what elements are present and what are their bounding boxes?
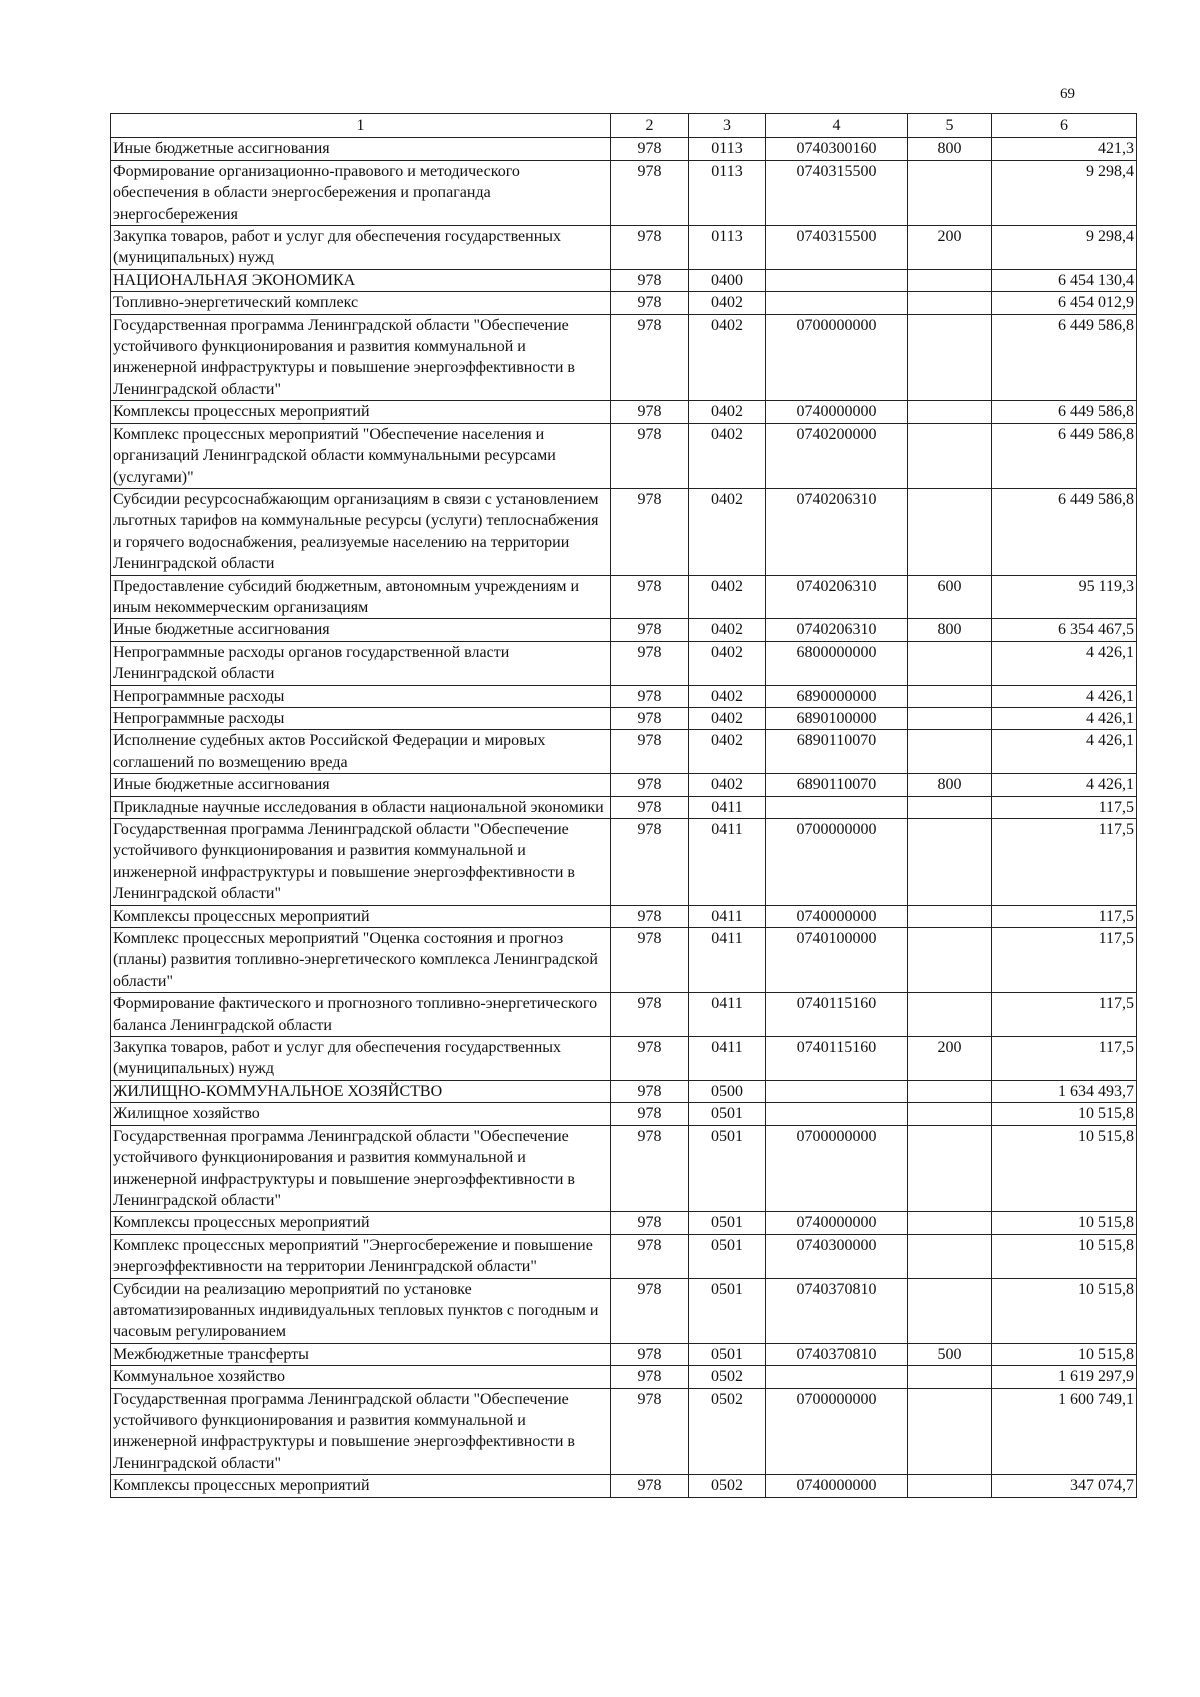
description-cell: Государственная программа Ленинградской области "Обеспечение устойчивого функционирования и развития коммунальной и инженерной инфраструктуры и повышение энергоэффективности в Ленинградской области" — [111, 1388, 611, 1475]
description-cell: Субсидии ресурсоснабжающим организациям в связи с установлением льготных тарифов на коммунальные ресурсы (услуги) теплоснабжения и горячего водоснабжения, реализуемые населению на территории Ленинградской области — [111, 488, 611, 575]
amount-cell: 6 449 586,8 — [992, 423, 1137, 488]
table-row — [111, 1212, 1137, 1234]
section-code-cell: 0501 — [689, 1234, 766, 1278]
amount-cell: 10 515,8 — [992, 1125, 1137, 1212]
table-row — [111, 905, 1137, 927]
target-article-cell — [766, 1366, 908, 1388]
section-code-cell: 0400 — [689, 269, 766, 291]
amount-cell: 4 426,1 — [992, 774, 1137, 796]
amount-cell: 117,5 — [992, 928, 1137, 993]
expense-type-cell — [908, 488, 992, 575]
expense-type-cell — [908, 1125, 992, 1212]
expense-type-cell — [908, 641, 992, 685]
expense-type-cell: 200 — [908, 1037, 992, 1081]
table-row — [111, 1366, 1137, 1388]
ministry-code-cell: 978 — [611, 1278, 689, 1343]
description-cell: Межбюджетные трансферты — [111, 1343, 611, 1365]
description-cell: Топливно-энергетический комплекс — [111, 292, 611, 314]
amount-cell: 1 634 493,7 — [992, 1080, 1137, 1102]
amount-cell: 4 426,1 — [992, 730, 1137, 774]
ministry-code-cell: 978 — [611, 1103, 689, 1125]
target-article-cell: 0740000000 — [766, 1212, 908, 1234]
amount-cell: 421,3 — [992, 138, 1137, 160]
table-row — [111, 928, 1137, 993]
target-article-cell: 6800000000 — [766, 641, 908, 685]
target-article-cell: 0740300160 — [766, 138, 908, 160]
amount-cell: 117,5 — [992, 819, 1137, 906]
target-article-cell: 0700000000 — [766, 1125, 908, 1212]
amount-cell: 6 354 467,5 — [992, 619, 1137, 641]
table-row — [111, 1037, 1137, 1081]
section-code-cell: 0402 — [689, 707, 766, 729]
section-code-cell: 0402 — [689, 685, 766, 707]
target-article-cell: 0740000000 — [766, 1475, 908, 1497]
section-code-cell: 0501 — [689, 1125, 766, 1212]
expense-type-cell — [908, 1212, 992, 1234]
amount-cell: 117,5 — [992, 905, 1137, 927]
table-row — [111, 314, 1137, 401]
amount-cell: 4 426,1 — [992, 641, 1137, 685]
ministry-code-cell: 978 — [611, 401, 689, 423]
description-cell: Иные бюджетные ассигнования — [111, 138, 611, 160]
target-article-cell: 0740315500 — [766, 226, 908, 270]
amount-cell: 10 515,8 — [992, 1234, 1137, 1278]
table-row — [111, 685, 1137, 707]
description-cell: Закупка товаров, работ и услуг для обеспечения государственных (муниципальных) нужд — [111, 226, 611, 270]
ministry-code-cell: 978 — [611, 314, 689, 401]
expense-type-cell — [908, 993, 992, 1037]
target-article-cell: 0700000000 — [766, 314, 908, 401]
table-row — [111, 401, 1137, 423]
description-cell: Государственная программа Ленинградской области "Обеспечение устойчивого функционирования и развития коммунальной и инженерной инфраструктуры и повышение энергоэффективности в Ленинградской области" — [111, 1125, 611, 1212]
table-row — [111, 1234, 1137, 1278]
target-article-cell: 6890000000 — [766, 685, 908, 707]
expense-type-cell: 500 — [908, 1343, 992, 1365]
section-code-cell: 0402 — [689, 488, 766, 575]
description-cell: Непрограммные расходы органов государственной власти Ленинградской области — [111, 641, 611, 685]
target-article-cell: 0740300000 — [766, 1234, 908, 1278]
description-cell: Исполнение судебных актов Российской Федерации и мировых соглашений по возмещению вреда — [111, 730, 611, 774]
table-row — [111, 292, 1137, 314]
table-header — [111, 114, 1137, 138]
section-code-cell: 0402 — [689, 314, 766, 401]
section-code-cell: 0502 — [689, 1388, 766, 1475]
table-row — [111, 138, 1137, 160]
budget-table — [110, 113, 1137, 1498]
target-article-cell: 0740206310 — [766, 575, 908, 619]
section-code-cell: 0113 — [689, 160, 766, 225]
section-code-cell: 0411 — [689, 796, 766, 818]
table-row — [111, 707, 1137, 729]
table-row — [111, 1343, 1137, 1365]
description-cell: Формирование фактического и прогнозного топливно-энергетического баланса Ленинградской области — [111, 993, 611, 1037]
section-code-cell: 0501 — [689, 1103, 766, 1125]
amount-cell: 10 515,8 — [992, 1103, 1137, 1125]
amount-cell: 117,5 — [992, 796, 1137, 818]
target-article-cell: 0740370810 — [766, 1278, 908, 1343]
section-code-cell: 0411 — [689, 993, 766, 1037]
expense-type-cell — [908, 1388, 992, 1475]
expense-type-cell — [908, 730, 992, 774]
table-row — [111, 575, 1137, 619]
expense-type-cell — [908, 905, 992, 927]
page-number: 69 — [1060, 86, 1075, 102]
description-cell: НАЦИОНАЛЬНАЯ ЭКОНОМИКА — [111, 269, 611, 291]
target-article-cell: 0700000000 — [766, 1388, 908, 1475]
expense-type-cell — [908, 1366, 992, 1388]
expense-type-cell: 800 — [908, 619, 992, 641]
ministry-code-cell: 978 — [611, 905, 689, 927]
description-cell: ЖИЛИЩНО-КОММУНАЛЬНОЕ ХОЗЯЙСТВО — [111, 1080, 611, 1102]
description-cell: Комплексы процессных мероприятий — [111, 1475, 611, 1497]
description-cell: Государственная программа Ленинградской области "Обеспечение устойчивого функционирования и развития коммунальной и инженерной инфраструктуры и повышение энергоэффективности в Ленинградской области" — [111, 819, 611, 906]
column-header-6: 6 — [992, 114, 1137, 138]
target-article-cell: 0740370810 — [766, 1343, 908, 1365]
section-code-cell: 0411 — [689, 1037, 766, 1081]
section-code-cell: 0402 — [689, 401, 766, 423]
expense-type-cell: 600 — [908, 575, 992, 619]
target-article-cell — [766, 269, 908, 291]
amount-cell: 10 515,8 — [992, 1278, 1137, 1343]
ministry-code-cell: 978 — [611, 1212, 689, 1234]
description-cell: Иные бюджетные ассигнования — [111, 619, 611, 641]
target-article-cell: 6890100000 — [766, 707, 908, 729]
table-row — [111, 488, 1137, 575]
description-cell: Комплексы процессных мероприятий — [111, 1212, 611, 1234]
ministry-code-cell: 978 — [611, 1037, 689, 1081]
ministry-code-cell: 978 — [611, 160, 689, 225]
target-article-cell: 0700000000 — [766, 819, 908, 906]
expense-type-cell — [908, 1475, 992, 1497]
ministry-code-cell: 978 — [611, 575, 689, 619]
description-cell: Формирование организационно-правового и методического обеспечения в области энергосбережения и пропаганда энергосбережения — [111, 160, 611, 225]
section-code-cell: 0501 — [689, 1343, 766, 1365]
section-code-cell: 0402 — [689, 641, 766, 685]
description-cell: Комплекс процессных мероприятий "Энергосбережение и повышение энергоэффективности на территории Ленинградской области" — [111, 1234, 611, 1278]
target-article-cell — [766, 1103, 908, 1125]
column-header-3: 3 — [689, 114, 766, 138]
table-row — [111, 269, 1137, 291]
table-row — [111, 1475, 1137, 1497]
description-cell: Предоставление субсидий бюджетным, автономным учреждениям и иным некоммерческим организациям — [111, 575, 611, 619]
ministry-code-cell: 978 — [611, 269, 689, 291]
table-row — [111, 796, 1137, 818]
expense-type-cell — [908, 269, 992, 291]
description-cell: Комплексы процессных мероприятий — [111, 905, 611, 927]
expense-type-cell — [908, 1278, 992, 1343]
description-cell: Комплекс процессных мероприятий "Обеспечение населения и организаций Ленинградской области коммунальными ресурсами (услугами)" — [111, 423, 611, 488]
target-article-cell: 0740206310 — [766, 619, 908, 641]
amount-cell: 10 515,8 — [992, 1212, 1137, 1234]
table-row — [111, 819, 1137, 906]
table-row — [111, 160, 1137, 225]
target-article-cell: 0740115160 — [766, 993, 908, 1037]
ministry-code-cell: 978 — [611, 796, 689, 818]
section-code-cell: 0402 — [689, 575, 766, 619]
table-row — [111, 1103, 1137, 1125]
ministry-code-cell: 978 — [611, 685, 689, 707]
expense-type-cell — [908, 423, 992, 488]
target-article-cell: 0740206310 — [766, 488, 908, 575]
section-code-cell: 0500 — [689, 1080, 766, 1102]
expense-type-cell — [908, 292, 992, 314]
expense-type-cell — [908, 796, 992, 818]
amount-cell: 6 454 130,4 — [992, 269, 1137, 291]
target-article-cell — [766, 796, 908, 818]
description-cell: Субсидии на реализацию мероприятий по установке автоматизированных индивидуальных тепловых пунктов с погодным и часовым регулированием — [111, 1278, 611, 1343]
target-article-cell: 0740000000 — [766, 905, 908, 927]
section-code-cell: 0502 — [689, 1475, 766, 1497]
column-header-1: 1 — [111, 114, 611, 138]
ministry-code-cell: 978 — [611, 1234, 689, 1278]
expense-type-cell — [908, 928, 992, 993]
amount-cell: 9 298,4 — [992, 160, 1137, 225]
amount-cell: 6 454 012,9 — [992, 292, 1137, 314]
ministry-code-cell: 978 — [611, 993, 689, 1037]
section-code-cell: 0411 — [689, 905, 766, 927]
ministry-code-cell: 978 — [611, 928, 689, 993]
ministry-code-cell: 978 — [611, 423, 689, 488]
expense-type-cell — [908, 314, 992, 401]
amount-cell: 10 515,8 — [992, 1343, 1137, 1365]
section-code-cell: 0501 — [689, 1212, 766, 1234]
amount-cell: 4 426,1 — [992, 707, 1137, 729]
table-row — [111, 619, 1137, 641]
section-code-cell: 0113 — [689, 226, 766, 270]
target-article-cell: 6890110070 — [766, 730, 908, 774]
table-row — [111, 730, 1137, 774]
target-article-cell: 0740315500 — [766, 160, 908, 225]
section-code-cell: 0402 — [689, 292, 766, 314]
ministry-code-cell: 978 — [611, 1366, 689, 1388]
expense-type-cell — [908, 160, 992, 225]
table-row — [111, 641, 1137, 685]
expense-type-cell — [908, 1234, 992, 1278]
ministry-code-cell: 978 — [611, 1475, 689, 1497]
amount-cell: 1 619 297,9 — [992, 1366, 1137, 1388]
table-row — [111, 226, 1137, 270]
target-article-cell — [766, 1080, 908, 1102]
amount-cell: 4 426,1 — [992, 685, 1137, 707]
amount-cell: 347 074,7 — [992, 1475, 1137, 1497]
target-article-cell — [766, 292, 908, 314]
amount-cell: 117,5 — [992, 1037, 1137, 1081]
target-article-cell: 0740000000 — [766, 401, 908, 423]
ministry-code-cell: 978 — [611, 226, 689, 270]
description-cell: Жилищное хозяйство — [111, 1103, 611, 1125]
column-header-4: 4 — [766, 114, 908, 138]
header-row — [111, 114, 1137, 138]
ministry-code-cell: 978 — [611, 774, 689, 796]
expense-type-cell: 800 — [908, 138, 992, 160]
target-article-cell: 6890110070 — [766, 774, 908, 796]
ministry-code-cell: 978 — [611, 138, 689, 160]
expense-type-cell — [908, 685, 992, 707]
description-cell: Комплексы процессных мероприятий — [111, 401, 611, 423]
section-code-cell: 0502 — [689, 1366, 766, 1388]
description-cell: Иные бюджетные ассигнования — [111, 774, 611, 796]
expense-type-cell — [908, 819, 992, 906]
section-code-cell: 0411 — [689, 819, 766, 906]
table-row — [111, 1125, 1137, 1212]
ministry-code-cell: 978 — [611, 641, 689, 685]
section-code-cell: 0113 — [689, 138, 766, 160]
expense-type-cell — [908, 707, 992, 729]
ministry-code-cell: 978 — [611, 488, 689, 575]
description-cell: Коммунальное хозяйство — [111, 1366, 611, 1388]
description-cell: Непрограммные расходы — [111, 685, 611, 707]
table-body — [111, 138, 1137, 1497]
section-code-cell: 0402 — [689, 423, 766, 488]
amount-cell: 117,5 — [992, 993, 1137, 1037]
ministry-code-cell: 978 — [611, 1388, 689, 1475]
ministry-code-cell: 978 — [611, 707, 689, 729]
ministry-code-cell: 978 — [611, 1343, 689, 1365]
ministry-code-cell: 978 — [611, 619, 689, 641]
column-header-2: 2 — [611, 114, 689, 138]
table-row — [111, 993, 1137, 1037]
section-code-cell: 0402 — [689, 619, 766, 641]
amount-cell: 6 449 586,8 — [992, 401, 1137, 423]
expense-type-cell — [908, 1103, 992, 1125]
ministry-code-cell: 978 — [611, 292, 689, 314]
amount-cell: 1 600 749,1 — [992, 1388, 1137, 1475]
section-code-cell: 0501 — [689, 1278, 766, 1343]
expense-type-cell: 200 — [908, 226, 992, 270]
section-code-cell: 0411 — [689, 928, 766, 993]
expense-type-cell — [908, 401, 992, 423]
amount-cell: 9 298,4 — [992, 226, 1137, 270]
target-article-cell: 0740100000 — [766, 928, 908, 993]
description-cell: Прикладные научные исследования в области национальной экономики — [111, 796, 611, 818]
ministry-code-cell: 978 — [611, 1125, 689, 1212]
target-article-cell: 0740115160 — [766, 1037, 908, 1081]
table-row — [111, 1278, 1137, 1343]
table-row — [111, 1388, 1137, 1475]
description-cell: Непрограммные расходы — [111, 707, 611, 729]
ministry-code-cell: 978 — [611, 1080, 689, 1102]
amount-cell: 6 449 586,8 — [992, 314, 1137, 401]
ministry-code-cell: 978 — [611, 819, 689, 906]
ministry-code-cell: 978 — [611, 730, 689, 774]
amount-cell: 95 119,3 — [992, 575, 1137, 619]
section-code-cell: 0402 — [689, 730, 766, 774]
section-code-cell: 0402 — [689, 774, 766, 796]
description-cell: Государственная программа Ленинградской области "Обеспечение устойчивого функционирования и развития коммунальной и инженерной инфраструктуры и повышение энергоэффективности в Ленинградской области" — [111, 314, 611, 401]
amount-cell: 6 449 586,8 — [992, 488, 1137, 575]
table-row — [111, 774, 1137, 796]
description-cell: Комплекс процессных мероприятий "Оценка состояния и прогноз (планы) развития топливно-энергетического комплекса Ленинградской области" — [111, 928, 611, 993]
description-cell: Закупка товаров, работ и услуг для обеспечения государственных (муниципальных) нужд — [111, 1037, 611, 1081]
table-row — [111, 423, 1137, 488]
column-header-5: 5 — [908, 114, 992, 138]
expense-type-cell: 800 — [908, 774, 992, 796]
target-article-cell: 0740200000 — [766, 423, 908, 488]
expense-type-cell — [908, 1080, 992, 1102]
table-row — [111, 1080, 1137, 1102]
